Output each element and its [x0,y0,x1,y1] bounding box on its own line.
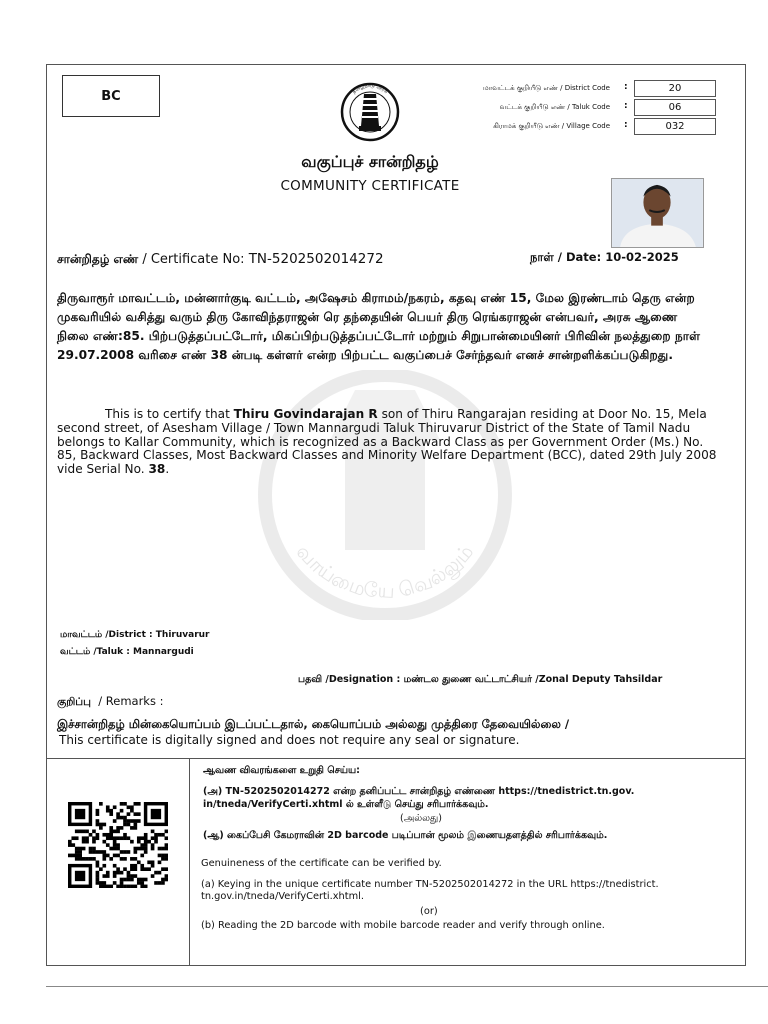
village-code-value: 032 [634,118,716,135]
verify-heading-tamil: ஆவண விவரங்களை உறுதி செய்ய: [203,765,360,776]
category-badge: BC [62,75,160,117]
page-bottom-rule [46,986,768,987]
date-line [530,250,679,266]
remarks-text-english: This certificate is digitally signed and does not require any seal or signature. [59,733,520,747]
svg-text:தமிழ்நாடு அரசு: தமிழ்நாடு அரசு [351,82,389,96]
certificate-text-tamil: திருவாரூர் மாவட்டம், மன்னார்குடி வட்டம், அஷேசம் கிராமம்/நகரம், கதவு எண் 15, மேல இரண்டாம் தெரு என்ற முகவரியில் வசித்து வரும் திரு கோவிந்தராஜன் ரெ தந்தையின் பெயர் திரு ரெங்கராஜன் என்பவர், அரசு ஆணை நிலை எண்:85. பிற்படுத்தப்பட்டோர், மிகப்பிற்படுத்தப்பட்டோர் மற்றும் சிறுபான்மையினர் பிரிவின் நலத்துறை நாள் 29.07.2008 வரிசை எண் 38 ன்படி கள்ளர் என்ற பிற்பட்ட வகுப்பைச் சேர்ந்தவர் எனச் சான்றளிக்கப்படுகிறது. [57,291,701,362]
district-code-value: 20 [634,80,716,97]
title-tamil: வகுப்புச் சான்றிதழ் [301,152,439,171]
taluk-line: வட்டம் /Taluk : Mannargudi [60,647,194,657]
district-value: Thiruvarur [155,630,210,640]
designation-line: பதவி /Designation : மண்டல துணை வட்டாட்சியர் /Zonal Deputy Tahsildar [298,674,663,685]
taluk-value: Mannargudi [133,647,194,657]
remarks-text-tamil: இச்சான்றிதழ் மின்கையொப்பம் இடப்பட்டதால், கையொப்பம் அல்லது முத்திரை தேவையில்லை / [57,717,570,731]
certificate-label-tamil: சான்றிதழ் எண் [57,252,139,266]
verification-divider [46,758,746,759]
verify-option-a-tamil: (அ) TN-5202502014272 என்ற தனிப்பட்ட சான்றிதழ் எண்ணை https://tnedistrict.tn.gov. [203,786,635,797]
svg-text:வாய்மையே வெல்லும்: வாய்மையே வெல்லும் [291,539,479,603]
issue-date: 10-02-2025 [605,250,679,264]
verify-heading-english: Genuineness of the certificate can be verified by. [201,858,442,869]
certificate-text-english: This is to certify that Thiru Govindarajan R son of Thiru Rangarajan residing at Door No. 15, Mela second street, of Asesham Village / Town Mannargudi Taluk Thiruvarur District of the State of Tamil Nadu belongs to Kallar Community, which is recognized as a Backward Class as per Government Order (Ms.) No. 85, Backward Classes, Most Backward Classes and Minority Welfare Department (BCC), dated 29th July 2008 vide Serial No. 38. [57,407,717,477]
certificate-label-english: Certificate No: [150,252,245,267]
title-english: COMMUNITY CERTIFICATE [280,178,460,194]
verification-qr-code [68,802,168,888]
certificate-number: TN-5202502014272 [248,251,384,267]
verify-or-tamil: (அல்லது) [400,813,442,824]
holder-name: Thiru Govindarajan R [233,407,378,421]
taluk-code-label: வட்டக் குறியீடு எண் / Taluk Code [499,103,610,111]
date-label: நாள் / Date: [530,250,602,264]
applicant-photo [611,178,704,248]
verify-or-english: (or) [420,906,438,917]
designation-value: மண்டல துணை வட்டாட்சியர் /Zonal Deputy Tahsildar [403,674,663,685]
certificate-number-line: சான்றிதழ் எண் / Certificate No: TN-5202502014272 [57,251,384,267]
remarks-label: குறிப்பு / Remarks : [57,694,164,708]
village-code-label: கிராமக் குறியீடு எண் / Village Code [493,122,610,130]
verify-option-b-english: (b) Reading the 2D barcode with mobile barcode reader and verify through online. [201,920,605,931]
verification-column-divider [189,758,190,966]
verify-option-a-tamil-cont: in/tneda/VerifyCerti.xhtml ல் உள்ளீடு செய்து சரிபார்க்கவும். [203,799,489,810]
verify-option-a-english: (a) Keying in the unique certificate number TN-5202502014272 in the URL https://tnedistrict. [201,879,659,890]
verify-option-a-english-cont: tn.gov.in/tneda/VerifyCerti.xhtml. [201,891,364,902]
taluk-code-value: 06 [634,99,716,116]
serial-number: 38 [148,462,166,477]
district-code-label: மாவட்டக் குறியீடு எண் / District Code [483,84,610,92]
verify-option-b-tamil: (ஆ) கைப்பேசி கேமராவின் 2D barcode படிப்பான் மூலம் இணையதளத்தில் சரிபார்க்கவும். [203,830,608,841]
district-line: மாவட்டம் /District : Thiruvarur [60,630,210,640]
tamil-nadu-emblem-logo [340,80,400,146]
